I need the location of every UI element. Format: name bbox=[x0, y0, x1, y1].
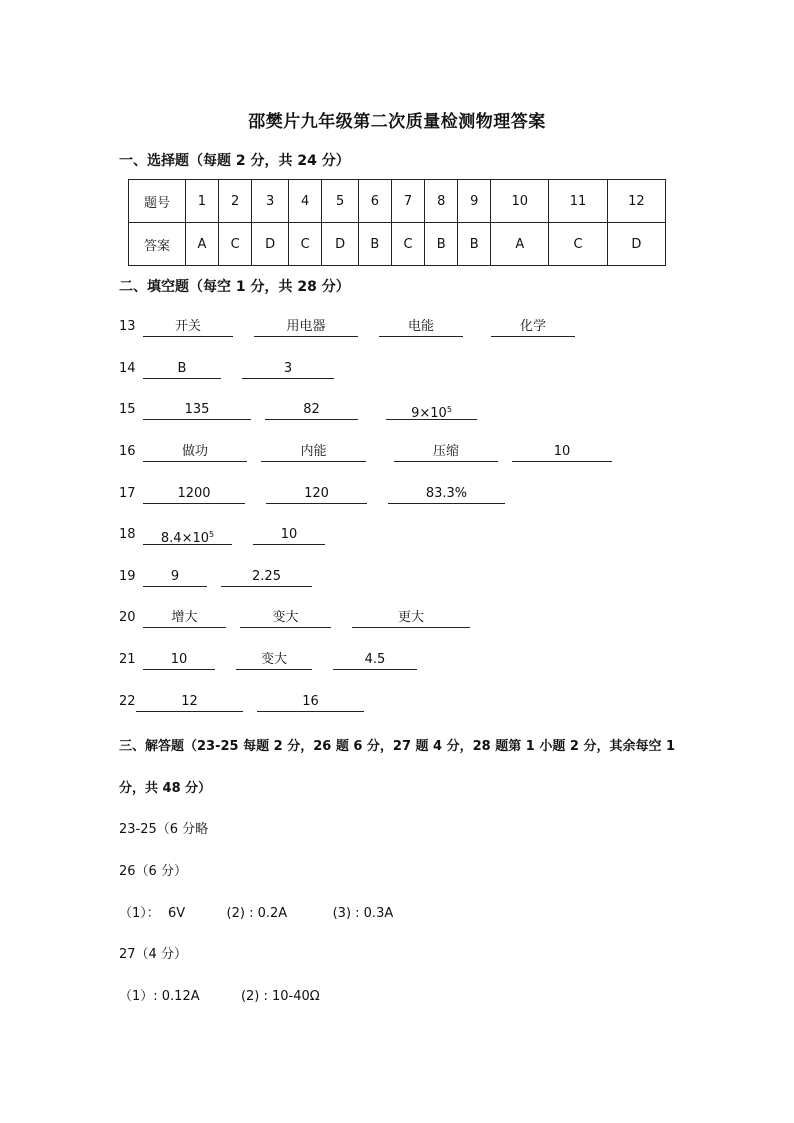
question-number: 18 bbox=[119, 527, 136, 542]
answer-row bbox=[129, 223, 666, 266]
answer-blank: 更大 bbox=[352, 610, 470, 628]
table-cell: 3 bbox=[252, 180, 289, 223]
answer-blank: 12 bbox=[136, 694, 243, 712]
answer-blank: 10 bbox=[253, 527, 325, 545]
table-cell: C bbox=[288, 223, 321, 266]
table-cell: A bbox=[491, 223, 549, 266]
question-number: 22 bbox=[119, 694, 136, 709]
answer-blank: 3 bbox=[242, 361, 334, 379]
question-number-row bbox=[129, 180, 666, 223]
answer-table bbox=[128, 179, 666, 266]
question-number: 14 bbox=[119, 361, 136, 376]
answer-blank: 变大 bbox=[240, 610, 331, 628]
answer-blank: 4.5 bbox=[333, 652, 417, 670]
answer-blank: 1200 bbox=[143, 486, 245, 504]
answer-blank: 变大 bbox=[236, 652, 312, 670]
answer-blank: 10 bbox=[143, 652, 215, 670]
table-cell: D bbox=[607, 223, 665, 266]
answer-blank: 增大 bbox=[143, 610, 226, 628]
table-cell: 8 bbox=[425, 180, 458, 223]
answer-blank: 化学 bbox=[491, 319, 575, 337]
answer-blank: 做功 bbox=[143, 444, 247, 462]
table-cell: C bbox=[391, 223, 424, 266]
answer-blank: 82 bbox=[265, 402, 358, 420]
answer-blank: 电能 bbox=[379, 319, 463, 337]
table-cell: 2 bbox=[218, 180, 251, 223]
answer-line-23-25: 23-25（6 分略 bbox=[119, 822, 209, 837]
question-number: 13 bbox=[119, 319, 136, 334]
table-cell: C bbox=[549, 223, 607, 266]
table-cell: A bbox=[186, 223, 219, 266]
answer-line-27: （1）: 0.12A (2) : 10-40Ω bbox=[119, 989, 320, 1004]
table-cell: C bbox=[218, 223, 251, 266]
answer-line-27-title: 27（4 分） bbox=[119, 947, 187, 962]
answer-blank: 10 bbox=[512, 444, 612, 462]
answer-blank: 用电器 bbox=[254, 319, 358, 337]
table-cell: 1 bbox=[186, 180, 219, 223]
page-title: 邵樊片九年级第二次质量检测物理答案 bbox=[248, 112, 546, 132]
table-cell: 12 bbox=[607, 180, 665, 223]
question-number: 20 bbox=[119, 610, 136, 625]
table-cell: 9 bbox=[458, 180, 491, 223]
answer-line-26-title: 26（6 分） bbox=[119, 864, 187, 879]
table-cell: D bbox=[252, 223, 289, 266]
section-1-heading: 一、选择题（每题 2 分，共 24 分） bbox=[119, 153, 350, 169]
question-number: 17 bbox=[119, 486, 136, 501]
answer-blank: 9 bbox=[143, 569, 207, 587]
answer-blank: 135 bbox=[143, 402, 251, 420]
answer-line-26: （1）： 6V (2) : 0.2A (3) : 0.3A bbox=[119, 906, 394, 921]
answer-blank: B bbox=[143, 361, 221, 379]
row-label-number: 题号 bbox=[129, 180, 186, 223]
section-3-heading-cont: 分，共 48 分） bbox=[119, 781, 212, 796]
answer-blank: 83.3% bbox=[388, 486, 505, 504]
row-label-answer: 答案 bbox=[129, 223, 186, 266]
table-cell: 4 bbox=[288, 180, 321, 223]
table-cell: 11 bbox=[549, 180, 607, 223]
answer-blank: 开关 bbox=[143, 319, 233, 337]
answer-blank: $8.4\times 10^5$ bbox=[143, 527, 232, 545]
question-number: 15 bbox=[119, 402, 136, 417]
table-cell: 5 bbox=[322, 180, 359, 223]
table-cell: 6 bbox=[358, 180, 391, 223]
table-cell: B bbox=[358, 223, 391, 266]
table-cell: 10 bbox=[491, 180, 549, 223]
question-number: 16 bbox=[119, 444, 136, 459]
section-3-heading: 三、解答题（23-25 每题 2 分，26 题 6 分，27 题 4 分，28 题第 1 小题 2 分，其余每空 1 bbox=[119, 739, 676, 754]
table-cell: D bbox=[322, 223, 359, 266]
question-number: 21 bbox=[119, 652, 136, 667]
table-cell: B bbox=[425, 223, 458, 266]
answer-blank: 2.25 bbox=[221, 569, 312, 587]
table-cell: 7 bbox=[391, 180, 424, 223]
question-number: 19 bbox=[119, 569, 136, 584]
answer-blank: 16 bbox=[257, 694, 364, 712]
answer-blank: 压缩 bbox=[394, 444, 498, 462]
table-cell: B bbox=[458, 223, 491, 266]
answer-blank: 内能 bbox=[261, 444, 366, 462]
answer-blank: 120 bbox=[266, 486, 367, 504]
section-2-heading: 二、填空题（每空 1 分，共 28 分） bbox=[119, 279, 350, 295]
answer-blank: $9\times 10^5$ bbox=[386, 402, 477, 420]
